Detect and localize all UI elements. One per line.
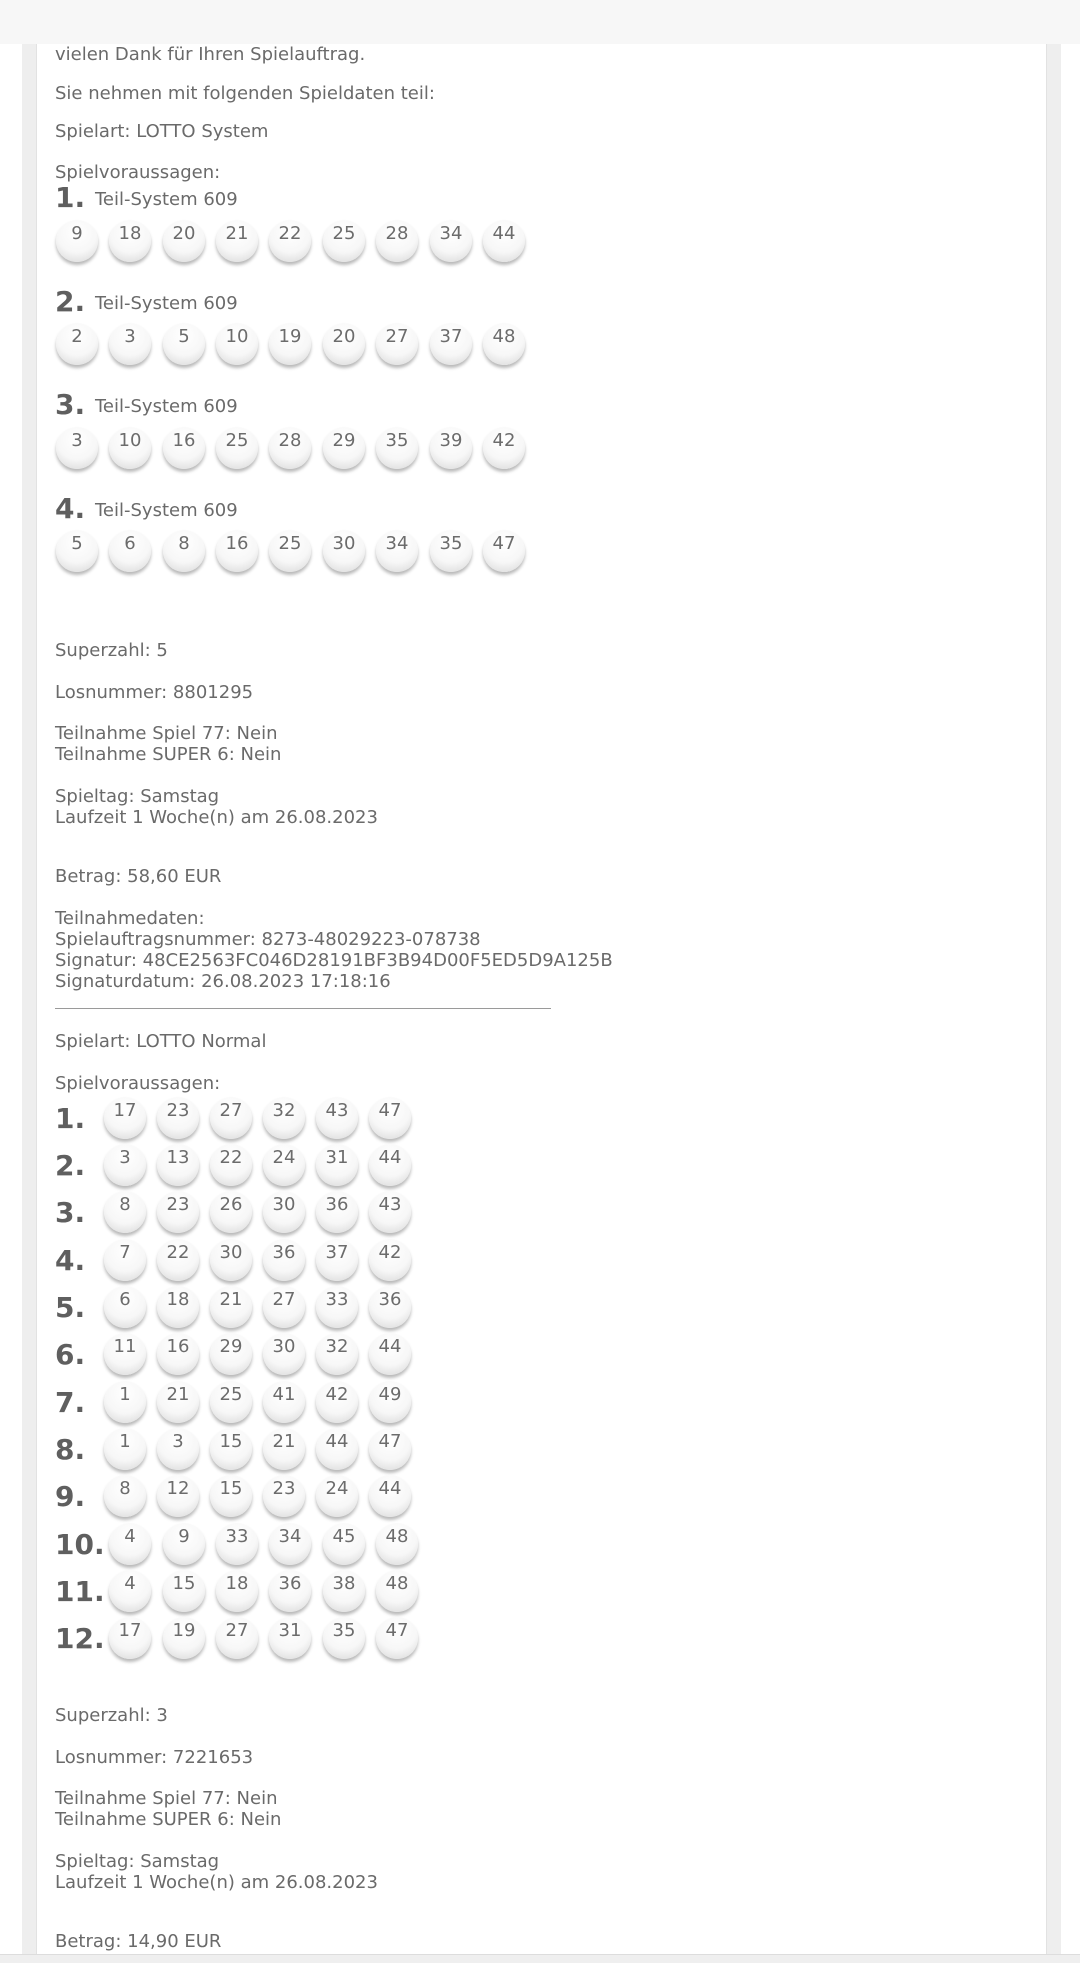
tip-number: 5.: [55, 1291, 86, 1324]
right-page-border: [1046, 44, 1061, 1962]
lotto-ball: 11: [104, 1333, 146, 1375]
lotto-ball: 44: [369, 1475, 411, 1517]
lotto-ball: 27: [263, 1286, 305, 1328]
lotto-ball: 3: [109, 323, 151, 365]
lotto-ball: 12: [157, 1475, 199, 1517]
tip-system-label: Teil-System 609: [95, 500, 238, 521]
lotto-ball: 27: [210, 1097, 252, 1139]
lotto-ball: 29: [323, 427, 365, 469]
lotto-ball: 31: [269, 1617, 311, 1659]
lotto-ball: 23: [157, 1097, 199, 1139]
tip-number: 3.: [55, 388, 86, 421]
lotto-ball: 45: [323, 1523, 365, 1565]
lotto-ball: 42: [316, 1381, 358, 1423]
predictions-heading-normal: Spielvoraussagen:: [55, 1073, 221, 1094]
lotto-ball: 47: [369, 1097, 411, 1139]
lotto-ball: 34: [269, 1523, 311, 1565]
lotto-ball: 36: [316, 1191, 358, 1233]
lotto-ball: 36: [263, 1239, 305, 1281]
lotto-ball: 3: [104, 1144, 146, 1186]
lotto-ball: 15: [210, 1428, 252, 1470]
lotto-ball: 48: [483, 323, 525, 365]
tip-number: 1.: [55, 181, 86, 214]
game-type-normal: Spielart: LOTTO Normal: [55, 1031, 267, 1052]
lotto-ball: 36: [269, 1570, 311, 1612]
lotto-ball: 44: [369, 1333, 411, 1375]
lotto-ball: 15: [163, 1570, 205, 1612]
lotto-ball: 42: [483, 427, 525, 469]
lotto-ball: 34: [376, 530, 418, 572]
lotto-ball: 27: [376, 323, 418, 365]
lotto-ball: 4: [109, 1523, 151, 1565]
lotto-ball: 2: [56, 323, 98, 365]
tip-number: 4.: [55, 1244, 86, 1277]
lotto-ball: 21: [157, 1381, 199, 1423]
lotto-ball: 44: [369, 1144, 411, 1186]
lotto-ball: 7: [104, 1239, 146, 1281]
lotto-ball: 31: [316, 1144, 358, 1186]
lotto-ball: 49: [369, 1381, 411, 1423]
superzahl-normal: Superzahl: 3: [55, 1705, 168, 1726]
lotto-ball: 27: [216, 1617, 258, 1659]
tip-system-label: Teil-System 609: [95, 396, 238, 417]
lotto-ball: 37: [430, 323, 472, 365]
tip-number: 1.: [55, 1102, 86, 1135]
tip-system-label: Teil-System 609: [95, 189, 238, 210]
participation-text: Sie nehmen mit folgenden Spieldaten teil:: [55, 83, 435, 104]
superzahl-system: Superzahl: 5: [55, 640, 168, 661]
lotto-ball: 29: [210, 1333, 252, 1375]
lotto-ball: 15: [210, 1475, 252, 1517]
lotto-ball: 25: [269, 530, 311, 572]
lotto-ball: 43: [369, 1191, 411, 1233]
lotto-ball: 25: [323, 220, 365, 262]
lotto-ball: 19: [269, 323, 311, 365]
left-page-border: [22, 44, 37, 1962]
lotto-ball: 17: [109, 1617, 151, 1659]
lotto-ball: 16: [163, 427, 205, 469]
lotto-ball: 47: [376, 1617, 418, 1659]
lotto-ball: 1: [104, 1428, 146, 1470]
lotto-ball: 6: [104, 1286, 146, 1328]
lotto-ball: 25: [210, 1381, 252, 1423]
lotto-ball: 25: [216, 427, 258, 469]
lotto-ball: 28: [376, 220, 418, 262]
lotto-ball: 3: [157, 1428, 199, 1470]
lotto-ball: 43: [316, 1097, 358, 1139]
tip-number: 6.: [55, 1338, 86, 1371]
browser-top-bar: [0, 0, 1080, 44]
lotto-ball: 9: [56, 220, 98, 262]
lotto-ball: 24: [316, 1475, 358, 1517]
lotto-ball: 21: [210, 1286, 252, 1328]
lotto-ball: 32: [316, 1333, 358, 1375]
lotto-ball: 8: [163, 530, 205, 572]
lotto-ball: 37: [316, 1239, 358, 1281]
greeting-text: vielen Dank für Ihren Spielauftrag.: [55, 44, 366, 65]
lotto-ball: 44: [316, 1428, 358, 1470]
betrag-normal: Betrag: 14,90 EUR: [55, 1931, 222, 1952]
lotto-ball: 8: [104, 1475, 146, 1517]
lotto-ball: 42: [369, 1239, 411, 1281]
super6-system: Teilnahme SUPER 6: Nein: [55, 744, 282, 765]
lotto-ball: 44: [483, 220, 525, 262]
super6-normal: Teilnahme SUPER 6: Nein: [55, 1809, 282, 1830]
lotto-ball: 30: [323, 530, 365, 572]
tip-number: 10.: [55, 1528, 105, 1561]
tip-number: 3.: [55, 1196, 86, 1229]
lotto-ball: 30: [263, 1191, 305, 1233]
lotto-ball: 20: [323, 323, 365, 365]
teilnahmedaten-heading: Teilnahmedaten:: [55, 908, 205, 929]
lotto-ball: 23: [263, 1475, 305, 1517]
lotto-ball: 18: [216, 1570, 258, 1612]
lotto-ball: 21: [263, 1428, 305, 1470]
lotto-ball: 16: [216, 530, 258, 572]
laufzeit-normal: Laufzeit 1 Woche(n) am 26.08.2023: [55, 1872, 378, 1893]
tip-number: 4.: [55, 492, 86, 525]
lotto-ball: 5: [163, 323, 205, 365]
lotto-ball: 4: [109, 1570, 151, 1612]
lotto-ball: 22: [269, 220, 311, 262]
lotto-ball: 3: [56, 427, 98, 469]
lotto-ball: 8: [104, 1191, 146, 1233]
tip-number: 7.: [55, 1386, 86, 1419]
spiel77-normal: Teilnahme Spiel 77: Nein: [55, 1788, 278, 1809]
tip-system-label: Teil-System 609: [95, 293, 238, 314]
lotto-ball: 33: [316, 1286, 358, 1328]
signatur: Signatur: 48CE2563FC046D28191BF3B94D00F5ED5D9A125B: [55, 950, 613, 971]
lotto-ball: 24: [263, 1144, 305, 1186]
lotto-ball: 22: [157, 1239, 199, 1281]
lotto-ball: 34: [430, 220, 472, 262]
lotto-ball: 26: [210, 1191, 252, 1233]
lotto-ball: 18: [157, 1286, 199, 1328]
lotto-ball: 1: [104, 1381, 146, 1423]
lotto-ball: 10: [216, 323, 258, 365]
laufzeit-system: Laufzeit 1 Woche(n) am 26.08.2023: [55, 807, 378, 828]
lotto-ball: 5: [56, 530, 98, 572]
lotto-ball: 10: [109, 427, 151, 469]
game-type-system: Spielart: LOTTO System: [55, 121, 269, 142]
lotto-ball: 33: [216, 1523, 258, 1565]
spieltag-normal: Spieltag: Samstag: [55, 1851, 220, 1872]
lotto-ball: 48: [376, 1523, 418, 1565]
lotto-ball: 30: [210, 1239, 252, 1281]
lotto-ball: 32: [263, 1097, 305, 1139]
tip-number: 2.: [55, 285, 86, 318]
lotto-ball: 35: [430, 530, 472, 572]
spielauftragsnummer: Spielauftragsnummer: 8273-48029223-078738: [55, 929, 481, 950]
betrag-system: Betrag: 58,60 EUR: [55, 866, 222, 887]
lotto-ball: 9: [163, 1523, 205, 1565]
predictions-heading-system: Spielvoraussagen:: [55, 162, 221, 183]
tip-number: 9.: [55, 1480, 86, 1513]
lotto-ball: 23: [157, 1191, 199, 1233]
section-divider: [55, 1008, 551, 1009]
lotto-ball: 6: [109, 530, 151, 572]
losnummer-system: Losnummer: 8801295: [55, 682, 254, 703]
tip-number: 12.: [55, 1622, 105, 1655]
lotto-ball: 48: [376, 1570, 418, 1612]
lotto-ball: 36: [369, 1286, 411, 1328]
lotto-ball: 16: [157, 1333, 199, 1375]
lotto-ball: 38: [323, 1570, 365, 1612]
lotto-ball: 19: [163, 1617, 205, 1659]
tip-number: 8.: [55, 1433, 86, 1466]
losnummer-normal: Losnummer: 7221653: [55, 1747, 254, 1768]
lotto-ball: 35: [323, 1617, 365, 1659]
tip-number: 2.: [55, 1149, 86, 1182]
spiel77-system: Teilnahme Spiel 77: Nein: [55, 723, 278, 744]
lotto-ball: 18: [109, 220, 151, 262]
lotto-ball: 13: [157, 1144, 199, 1186]
lotto-ball: 39: [430, 427, 472, 469]
signaturdatum: Signaturdatum: 26.08.2023 17:18:16: [55, 971, 391, 992]
lotto-ball: 17: [104, 1097, 146, 1139]
lotto-ball: 20: [163, 220, 205, 262]
lotto-ball: 22: [210, 1144, 252, 1186]
lotto-ball: 28: [269, 427, 311, 469]
tip-number: 11.: [55, 1575, 105, 1608]
lotto-ball: 35: [376, 427, 418, 469]
lotto-ball: 41: [263, 1381, 305, 1423]
lotto-ball: 21: [216, 220, 258, 262]
lotto-ball: 47: [483, 530, 525, 572]
lotto-ball: 30: [263, 1333, 305, 1375]
spieltag-system: Spieltag: Samstag: [55, 786, 220, 807]
lotto-ball: 47: [369, 1428, 411, 1470]
